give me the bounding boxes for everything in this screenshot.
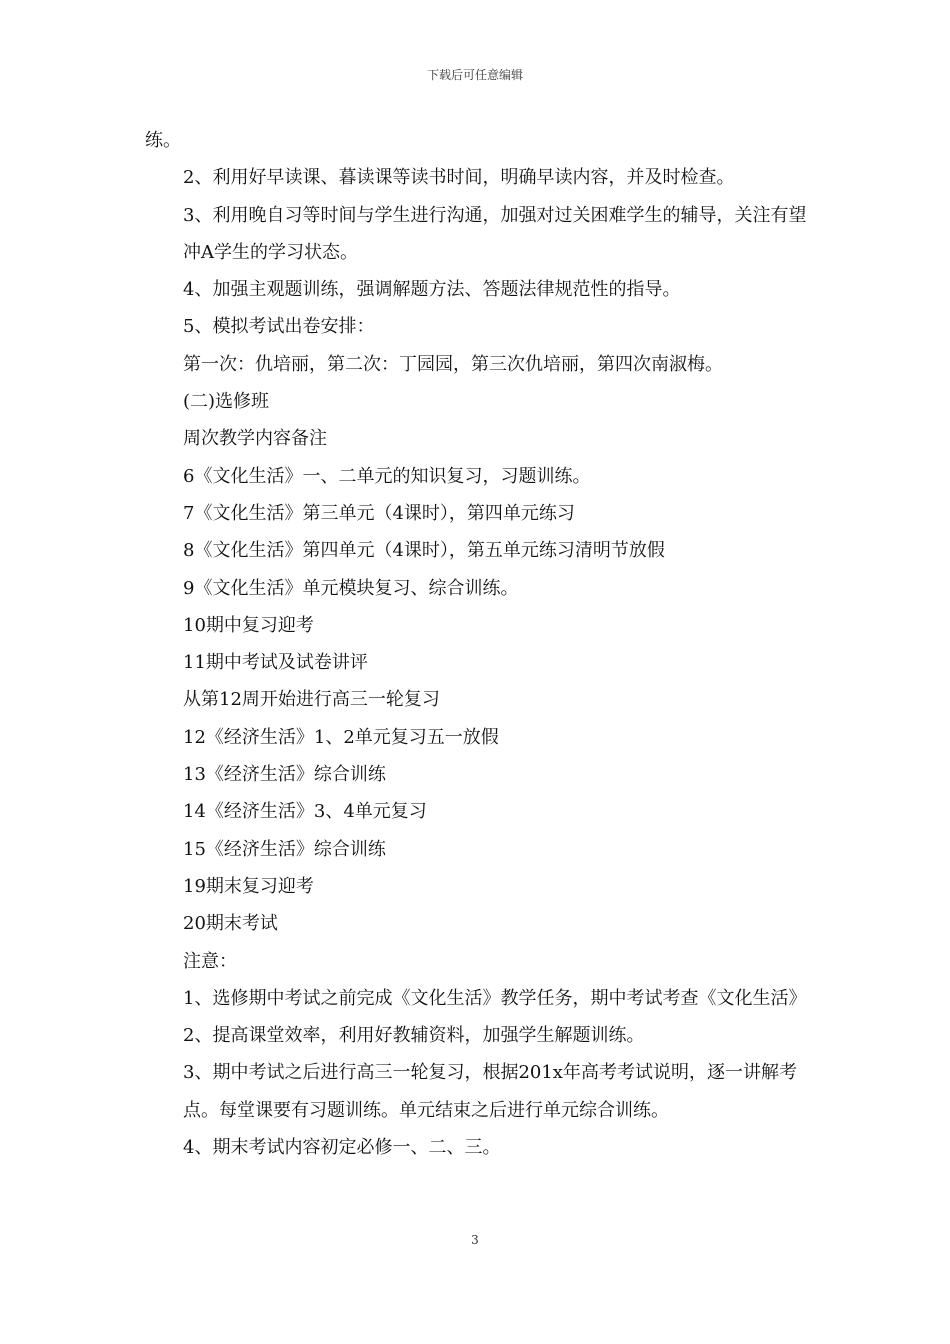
page-number: 3 [471, 1233, 479, 1247]
schedule-row: 12《经济生活》1、2单元复习五一放假 [183, 726, 499, 748]
schedule-row: 19期末复习迎考 [183, 875, 314, 897]
schedule-row: 13《经济生活》综合训练 [183, 764, 386, 786]
paragraph-3: 3、利用晚自习等时间与学生进行沟通，加强对过关困难学生的辅导，关注有望冲A学生的学习状态。 [183, 204, 807, 263]
note-item-2: 2、提高课堂效率，利用好教辅资料，加强学生解题训练。 [183, 1025, 645, 1047]
note-item-3: 3、期中考试之后进行高三一轮复习，根据201x年高考考试说明，逐一讲解考点。每堂课要有习题训练。单元结束之后进行单元综合训练。 [183, 1062, 797, 1121]
schedule-row: 9《文化生活》单元模块复习、综合训练。 [183, 577, 519, 599]
schedule-note: 从第12周开始进行高三一轮复习 [183, 689, 440, 711]
paragraph-5: 5、模拟考试出卷安排： [183, 316, 375, 338]
schedule-row: 7《文化生活》第三单元（4课时），第四单元练习 [183, 502, 575, 524]
schedule-row: 15《经济生活》综合训练 [183, 838, 386, 860]
page-header: 下载后可任意编辑 [426, 68, 523, 82]
schedule-header: 周次教学内容备注 [183, 428, 327, 450]
note-item-1: 1、选修期中考试之前完成《文化生活》教学任务，期中考试考查《文化生活》 [183, 987, 807, 1009]
paragraph-6: 第一次：仇培丽，第二次：丁园园，第三次仇培丽，第四次南淑梅。 [183, 353, 723, 375]
schedule-row: 14《经济生活》3、4单元复习 [183, 801, 427, 823]
document-body [145, 122, 810, 1166]
schedule-row: 20期末考试 [183, 913, 278, 935]
note-item-4: 4、期末考试内容初定必修一、二、三。 [183, 1137, 501, 1159]
schedule-row: 8《文化生活》第四单元（4课时），第五单元练习清明节放假 [183, 540, 665, 562]
paragraph-4: 4、加强主观题训练，强调解题方法、答题法律规范性的指导。 [183, 279, 681, 301]
schedule-row: 10期中复习迎考 [183, 614, 314, 636]
notes-heading: 注意： [183, 950, 237, 972]
paragraph-2: 2、利用好早读课、暮读课等读书时间，明确早读内容，并及时检查。 [183, 167, 735, 189]
paragraph-1: 练。 [145, 130, 181, 151]
schedule-row: 6《文化生活》一、二单元的知识复习，习题训练。 [183, 465, 591, 487]
schedule-row: 11期中考试及试卷讲评 [183, 652, 368, 674]
section-heading: (二)选修班 [183, 391, 270, 413]
